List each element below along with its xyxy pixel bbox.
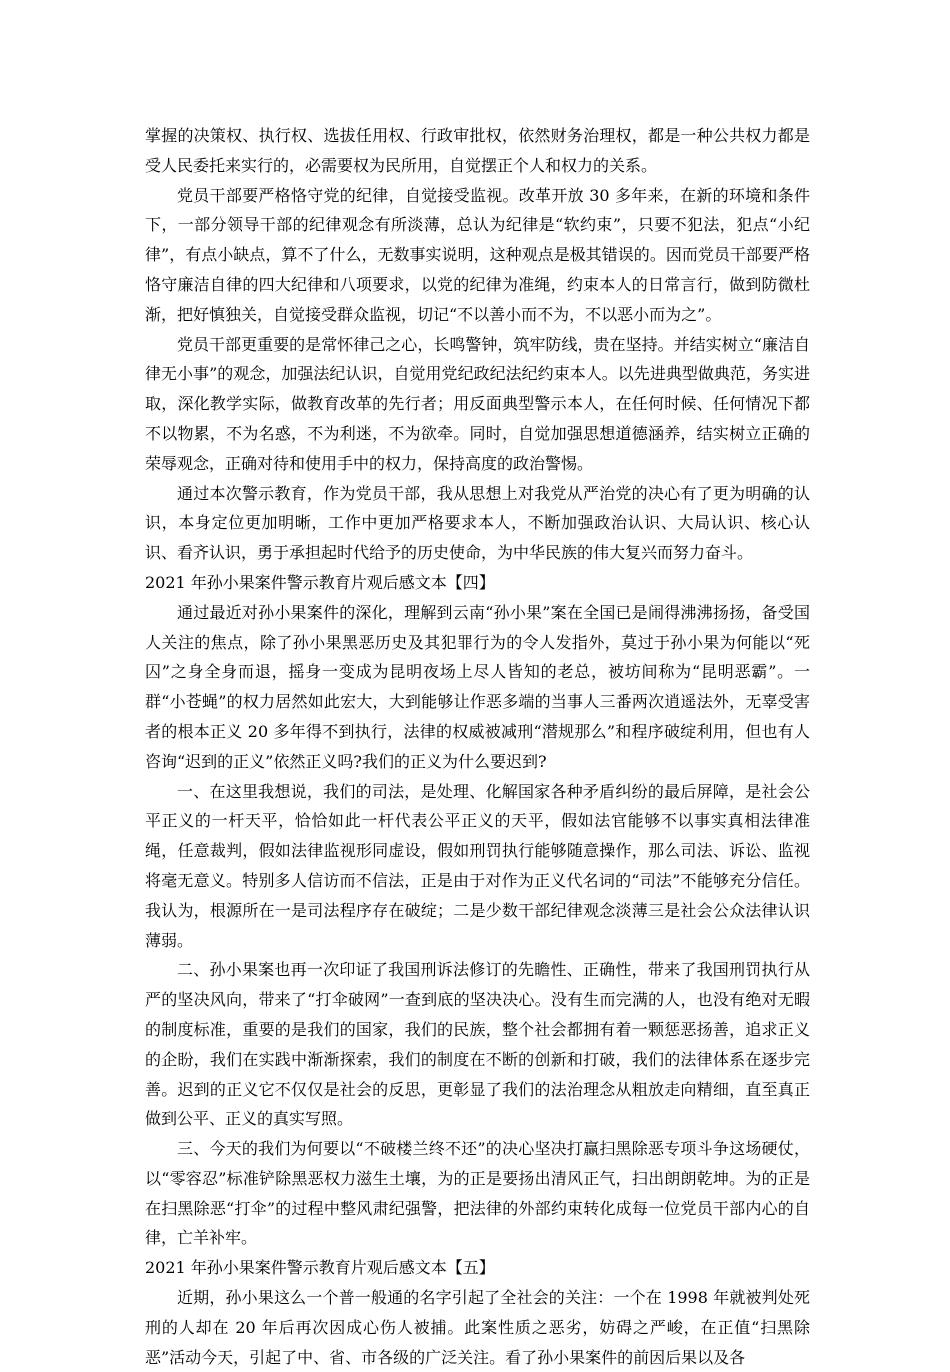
paragraph: 一、在这里我想说，我们的司法，是处理、化解国家各种矛盾纠纷的最后屏障，是社会公平正义的一杆天平，恰恰如此一杆代表公平正义的天平，假如法官能够不以事实真相法律准绳，任意裁判，假如法律监视形同虚设，假如刑罚执行能够随意操作，那么司法、诉讼、监视将毫无意义。特别多人信访而不信法，正是由于对作为正义代名词的“司法”不能够充分信任。我认为，根源所在一是司法程序存在破绽；二是少数干部纪律观念淡薄三是社会公众法律认识薄弱。 [145, 781, 810, 950]
document-body [145, 121, 810, 1372]
paragraph: 二、孙小果案也再一次印证了我国刑诉法修订的先瞻性、正确性，带来了我国刑罚执行从严的坚决风向，带来了“打伞破网”一查到底的坚决决心。没有生而完满的人，也没有绝对无暇的制度标准，重要的是我们的国家，我们的民族，整个社会都拥有着一颗惩恶扬善，追求正义的企盼，我们在实践中渐渐探索，我们的制度在不断的创新和打破，我们的法律体系在逐步完善。迟到的正义它不仅仅是社会的反思，更彰显了我们的法治理念从粗放走向精细，直至真正做到公平、正义的真实写照。 [145, 960, 810, 1129]
paragraph: 通过本次警示教育，作为党员干部，我从思想上对我党从严治党的决心有了更为明确的认识，本身定位更加明晰，工作中更加严格要求本人，不断加强政治认识、大局认识、核心认识、看齐认识，勇于承担起时代给予的历史使命，为中华民族的伟大复兴而努力奋斗。 [145, 483, 810, 563]
section-heading: 2021 年孙小果案件警示教育片观后感文本【四】 [145, 572, 495, 592]
section-heading: 2021 年孙小果案件警示教育片观后感文本【五】 [145, 1258, 495, 1278]
paragraph: 掌握的决策权、执行权、选拔任用权、行政审批权，依然财务治理权，都是一种公共权力都是受人民委托来实行的，必需要权为民所用，自觉摆正个人和权力的关系。 [145, 126, 810, 175]
paragraph: 三、今天的我们为何要以“不破楼兰终不还”的决心坚决打赢扫黑除恶专项斗争这场硬仗，以“零容忍”标准铲除黑恶权力滋生土壤，为的正是要扬出清风正气，扫出朗朗乾坤。为的正是在扫黑除恶“打伞”的过程中整风肃纪强警，把法律的外部约束转化成每一位党员干部内心的自律，亡羊补牢。 [145, 1139, 810, 1248]
paragraph: 近期，孙小果这么一个普一般通的名字引起了全社会的关注：一个在 1998 年就被判处死刑的人却在 20 年后再次因成心伤人被捕。此案性质之恶劣，妨碍之严峻，在正值“扫黑除恶”活动今天，引起了中、省、市各级的广泛关注。看了孙小果案件的前因后果以及各 [145, 1288, 810, 1367]
paragraph: 党员干部更重要的是常怀律己之心，长鸣警钟，筑牢防线，贵在坚持。并结实树立“廉洁自律无小事”的观念，加强法纪认识，自觉用党纪政纪法纪约束本人。以先进典型做典范，务实进取，深化教学实际，做教育改革的先行者；用反面典型警示本人，在任何时候、任何情况下都不以物累，不为名惑，不为利迷，不为欲牵。同时，自觉加强思想道德涵养，结实树立正确的荣辱观念，正确对待和使用手中的权力，保持高度的政治警惕。 [145, 334, 810, 473]
paragraph: 通过最近对孙小果案件的深化，理解到云南“孙小果”案在全国已是闹得沸沸扬扬，备受国人关注的焦点，除了孙小果黑恶历史及其犯罪行为的令人发指外，莫过于孙小果为何能以“死囚”之身全身而退，摇身一变成为昆明夜场上尽人皆知的老总，被坊间称为“昆明恶霸”。一群“小苍蝇”的权力居然如此宏大，大到能够让作恶多端的当事人三番两次逍遥法外，无辜受害者的根本正义 20 多年得不到执行，法律的权威被减刑“潜规那么”和程序破绽利用，但也有人咨询“迟到的正义”依然正义吗?我们的正义为什么要迟到? [145, 602, 810, 771]
paragraph: 党员干部要严格恪守党的纪律，自觉接受监视。改革开放 30 多年来，在新的环境和条件下，一部分领导干部的纪律观念有所淡薄，总认为纪律是“软约束”，只要不犯法，犯点“小纪律”，有点小缺点，算不了什么，无数事实说明，这种观点是极其错误的。因而党员干部要严格恪守廉洁自律的四大纪律和八项要求，以党的纪律为准绳，约束本人的日常言行，做到防微杜渐，把好慎独关，自觉接受群众监视，切记“不以善小而不为，不以恶小而为之”。 [145, 185, 810, 324]
